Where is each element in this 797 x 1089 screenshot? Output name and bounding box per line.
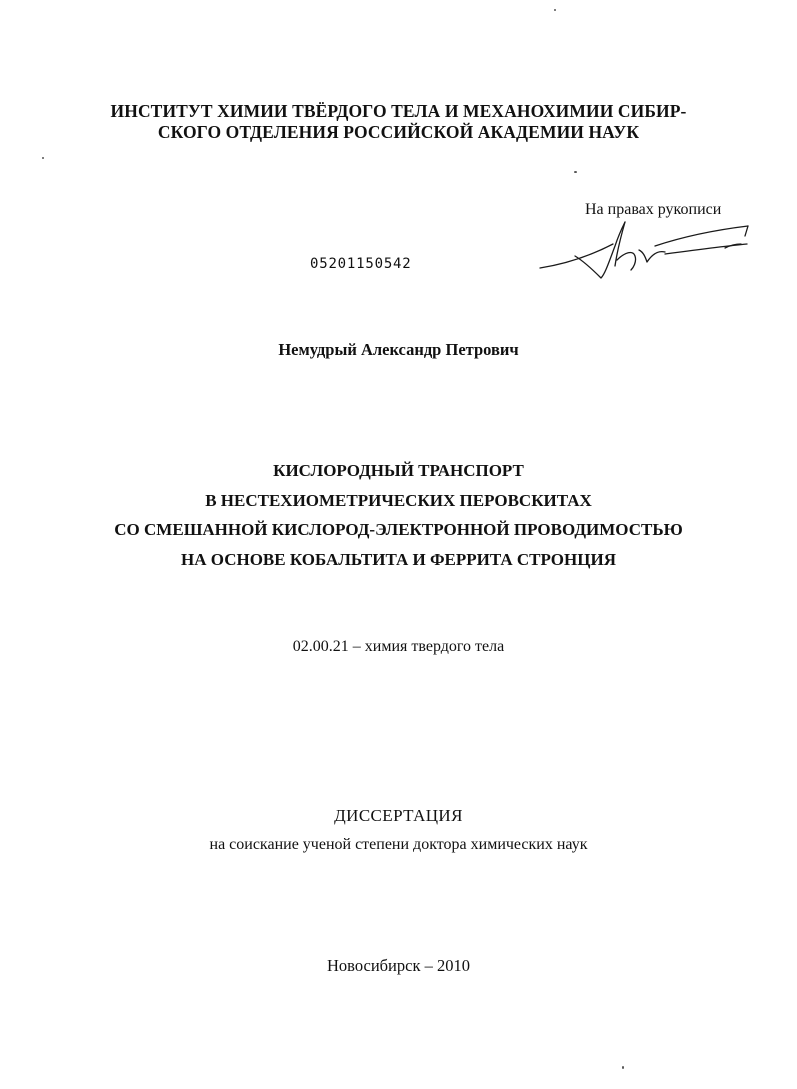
city-year: Новосибирск – 2010: [327, 956, 470, 975]
degree-statement: на соискание ученой степени доктора химических наук: [209, 836, 588, 853]
title-line: В НЕСТЕХИОМЕТРИЧЕСКИХ ПЕРОВСКИТАХ: [205, 490, 592, 510]
handwritten-signature-icon: [535, 216, 760, 286]
title-line: КИСЛОРОДНЫЙ ТРАНСПОРТ: [273, 461, 524, 480]
specialty-code: 02.00.21 – химия твердого тела: [292, 638, 505, 655]
author-name: Немудрый Александр Петрович: [278, 340, 519, 359]
institute-line-2: СКОГО ОТДЕЛЕНИЯ РОССИЙСКОЙ АКАДЕМИИ НАУК: [157, 122, 640, 142]
manuscript-note: На правах рукописи: [585, 201, 722, 218]
title-line: НА ОСНОВЕ КОБАЛЬТИТА И ФЕРРИТА СТРОНЦИЯ: [181, 549, 616, 569]
scan-speck: [554, 9, 556, 11]
scan-speck: [42, 157, 44, 159]
document-type: ДИССЕРТАЦИЯ: [334, 806, 463, 825]
scan-speck: [622, 1066, 624, 1069]
scan-speck: [574, 171, 577, 173]
title-line: СО СМЕШАННОЙ КИСЛОРОД-ЭЛЕКТРОННОЙ ПРОВОДИМОСТЬЮ: [114, 520, 683, 539]
document-code: 05201150542: [310, 256, 412, 272]
institute-name: [0, 101, 797, 143]
institute-line-1: ИНСТИТУТ ХИМИИ ТВЁРДОГО ТЕЛА И МЕХАНОХИМИИ СИБИР-: [110, 101, 687, 121]
dissertation-title: [0, 456, 797, 574]
